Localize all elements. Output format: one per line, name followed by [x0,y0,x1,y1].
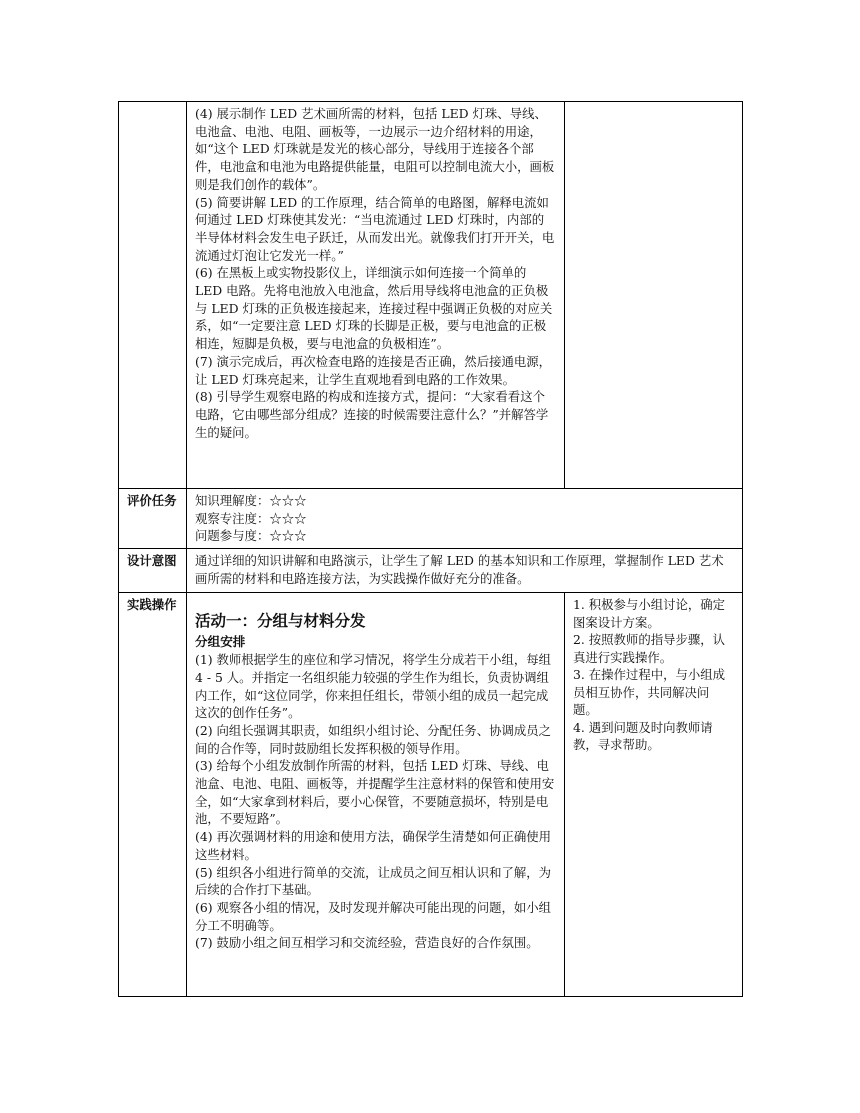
student-activity-cell-empty [565,102,743,489]
activity-title: 活动一：分组与材料分发 [195,612,366,631]
evaluation-line: 问题参与度：☆☆☆ [195,528,307,544]
row-label-empty [119,102,187,489]
practice-student-cell [565,593,743,997]
lesson-plan-table [118,101,743,997]
paragraph: (5) 简要讲解 LED 的工作原理，结合简单的电路图，解释电流如何通过 LED 灯珠使其发光：“当电流通过 LED 灯珠时，内部的半导体材料会发生电子跃迁，从而发出光。就像我们打开开关，电流通过灯泡让它发光一样。” [195,194,555,263]
student-activity-item: 2. 按照教师的指导步骤，认真进行实践操作。 [573,632,726,665]
student-activity-item: 3. 在操作过程中，与小组成员相互协作，共同解决问题。 [573,667,726,718]
practice-label: 实践操作 [119,593,187,997]
evaluation-line: 观察专注度：☆☆☆ [195,510,307,526]
design-intent-cell [187,549,743,593]
student-activity-item: 4. 遇到问题及时向教师请教，寻求帮助。 [573,719,713,753]
row-practice [119,593,743,997]
practice-teacher-cell [187,593,565,997]
student-activity-item: 1. 积极参与小组讨论，确定图案设计方案。 [573,597,726,630]
row-teaching-continued [119,102,743,489]
design-intent-text: 通过详细的知识讲解和电路演示，让学生了解 LED 的基本知识和工作原理，掌握制作 LED 艺术画所需的材料和电路连接方法，为实践操作做好充分的准备。 [195,553,724,586]
row-design-intent [119,549,743,593]
paragraph: (8) 引导学生观察电路的构成和连接方式，提问：“大家看看这个电路，它由哪些部分组成？连接的时候需要注意什么？”并解答学生的疑问。 [195,389,549,440]
evaluation-label: 评价任务 [119,489,187,549]
paragraph: (7) 演示完成后，再次检查电路的连接是否正确，然后接通电源，让 LED 灯珠亮起来，让学生直观地看到电路的工作效果。 [195,353,552,387]
paragraph: (6) 观察各小组的情况，及时发现并解决可能出现的问题，如小组分工不明确等。 [195,899,552,933]
teacher-activity-cell [187,102,565,489]
evaluation-line: 知识理解度：☆☆☆ [195,493,307,508]
paragraph: (1) 教师根据学生的座位和学习情况，将学生分成若干小组，每组 4 - 5 人。并指定一名组织能力较强的学生作为组长，负责协调组内工作，如“这位同学，你来担任组长，带领小组的成员一起完成这次的创作任务”。 [195,652,552,721]
paragraph: (3) 给每个小组发放制作所需的材料，包括 LED 灯珠、导线、电池盒、电池、电阻、画板等，并提醒学生注意材料的保管和使用安全，如“大家拿到材料后，要小心保管，不要随意损坏，特别是电池，不要短路”。 [195,758,555,827]
paragraph: (5) 组织各小组进行简单的交流，让成员之间互相认识和了解，为后续的合作打下基础。 [195,864,552,898]
paragraph: (4) 展示制作 LED 艺术画所需的材料，包括 LED 灯珠、导线、电池盒、电池、电阻、画板等，一边展示一边介绍材料的用途，如“这个 LED 灯珠就是发光的核心部分，导线用于连接各个部件，电池盒和电池为电路提供能量，电阻可以控制电流大小，画板则是我们创作的载体”。 [195,106,555,192]
paragraph: (7) 鼓励小组之间互相学习和交流经验，营造良好的合作氛围。 [195,935,539,951]
evaluation-cell [187,489,743,549]
paragraph: (4) 再次强调材料的用途和使用方法，确保学生清楚如何正确使用这些材料。 [195,829,552,862]
design-intent-label: 设计意图 [119,549,187,593]
paragraph: (6) 在黑板上或实物投影仪上，详细演示如何连接一个简单的 LED 电路。先将电池放入电池盒，然后用导线将电池盒的正负极与 LED 灯珠的正负极连接起来，连接过程中强调正负极的对应关系，如“一定要注意 LED 灯珠的长脚是正极，要与电池盒的正极相连，短脚是负极，要与电池盒的负极相连”。 [195,265,553,352]
row-evaluation [119,489,743,549]
paragraph: (2) 向组长强调其职责，如组织小组讨论、分配任务、协调成员之间的合作等，同时鼓励组长发挥积极的领导作用。 [195,722,552,756]
section-title: 分组安排 [195,634,246,650]
